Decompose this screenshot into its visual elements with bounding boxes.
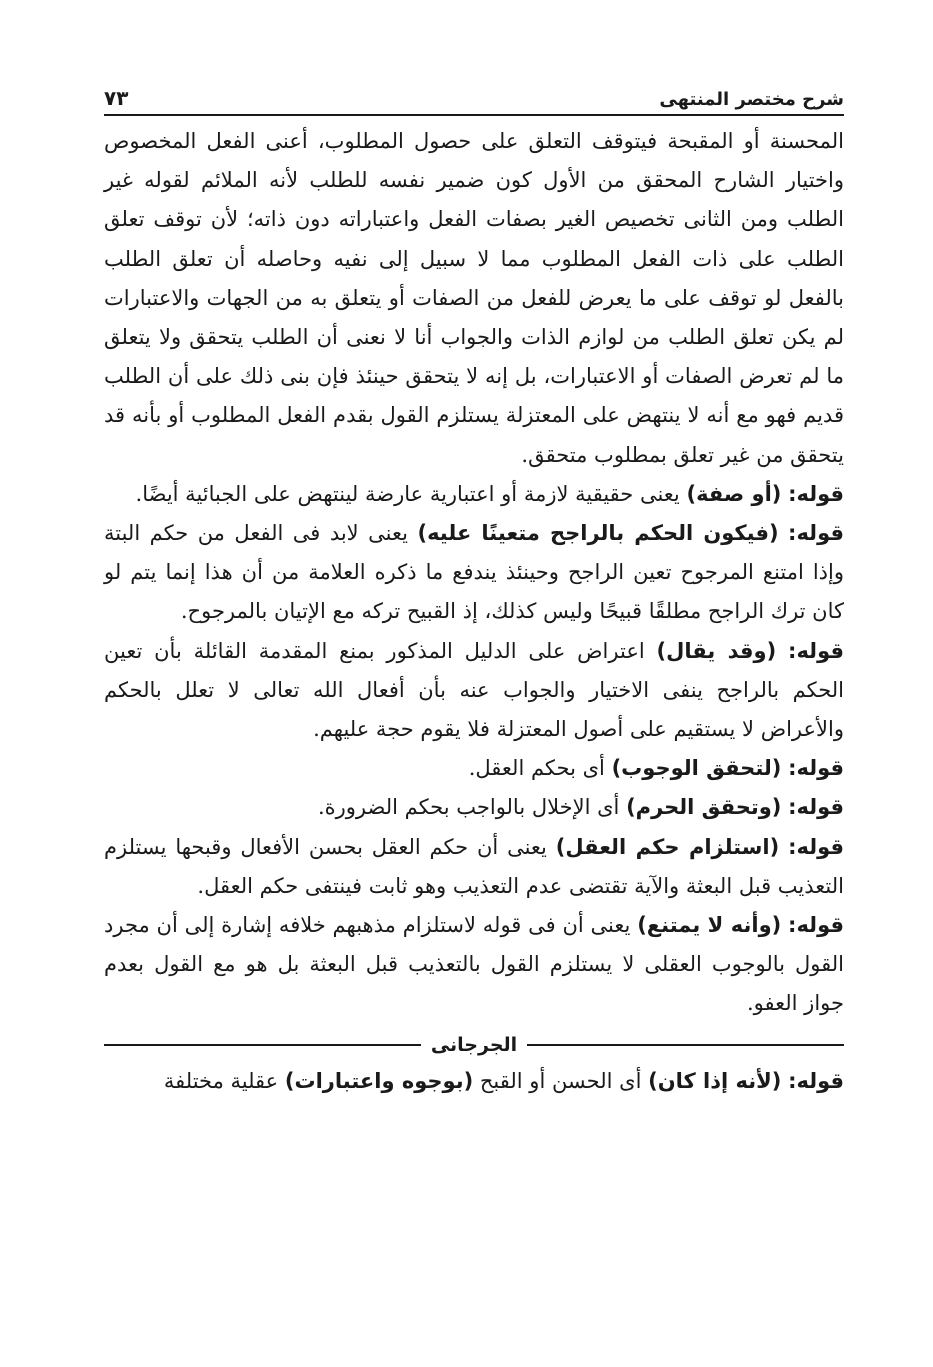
qawluhu-label: قوله: [788, 756, 844, 781]
page-number: ٧٣ [104, 86, 129, 110]
quoted-phrase: (فيكون الحكم بالراجح متعينًا عليه) [417, 521, 779, 546]
qawluhu-label: قوله: [788, 834, 844, 859]
footer-text-2: عقلية مختلفة [163, 1068, 279, 1093]
quoted-phrase: (لأنه إذا كان) [648, 1068, 782, 1093]
paragraph-4-text: اعتراض على الدليل المذكور بمنع المقدمة القائلة بأن تعين الحكم بالراجح ينفى الاختيار والجواب عنه بأن أفعال الله تعالى لا تعلل بالحكم والأعراض لا يستقيم على أصول المعتزلة فلا يقوم حجة عليهم. [104, 638, 844, 742]
paragraph-4 [104, 632, 844, 750]
quoted-phrase: (لتحقق الوجوب) [611, 756, 782, 781]
section-divider [104, 1034, 844, 1056]
paragraph-5-text: أى بحكم العقل. [468, 756, 605, 781]
paragraph-8 [104, 906, 844, 1024]
qawluhu-label: قوله: [788, 1068, 844, 1093]
running-title: شرح مختصر المنتهى [659, 89, 844, 110]
qawluhu-label: قوله: [788, 638, 844, 663]
footer-text-1: أى الحسن أو القبح [479, 1068, 642, 1093]
paragraph-7 [104, 828, 844, 906]
paragraph-7-text: يعنى أن حكم العقل بحسن الأفعال وقبحها يستلزم التعذيب قبل البعثة والآية تقتضى عدم التعذيب وهو ثابت فينتفى حكم العقل. [104, 834, 844, 898]
paragraph-2 [104, 475, 844, 514]
quoted-phrase: (وتحقق الحرم) [626, 795, 782, 820]
paragraph-8-text: يعنى أن فى قوله لاستلزام مذهبهم خلافه إشارة إلى أن مجرد القول بالوجوب العقلى لا يستلزم القول بالتعذيب قبل البعثة بل هو مع القول بعدم جواز العفو. [104, 913, 844, 1016]
divider-rule-left [104, 1044, 421, 1046]
qawluhu-label: قوله: [788, 481, 844, 506]
qawluhu-label: قوله: [788, 913, 844, 938]
quoted-phrase: (أو صفة) [686, 481, 782, 506]
divider-label: الجرجانى [430, 1033, 518, 1056]
quoted-phrase: (استلزام حكم العقل) [555, 834, 780, 859]
commentary-body [104, 122, 844, 1024]
page [104, 70, 844, 1101]
paragraph-1-text: المحسنة أو المقبحة فيتوقف التعلق على حصول المطلوب، أعنى الفعل المخصوص واختيار الشارح المحقق من الأول كون ضمير نفسه للطلب لأنه الملائم لقوله غير الطلب ومن الثانى تخصيص الغير بصفات الفعل واعتباراته دون ذاته؛ لأن توقف تعلق الطلب على ذات الفعل المطلوب مما لا سبيل إلى نفيه وحاصله أن تعلق الطلب بالفعل لو توقف على ما يعرض للفعل من الصفات أو يتعلق به من الجهات والاعتبارات لم يكن تعلق الطلب من لوازم الذات والجواب أنا لا نعنى أن الطلب يتحقق ولا يتعلق ما لم تعرض الصفات أو الاعتبارات، بل إنه لا يتحقق حينئذ فإن بنى ذلك على أن الطلب قديم فهو مع أنه لا ينتهض على المعتزلة يستلزم القول بقدم الفعل المطلوب أو بأنه قد يتحقق من غير تعلق بمطلوب متحقق. [104, 129, 844, 467]
quoted-phrase: (وقد يقال) [656, 638, 777, 663]
paragraph-1 [104, 122, 844, 475]
paragraph-5 [104, 749, 844, 788]
qawluhu-label: قوله: [788, 795, 844, 820]
paragraph-6-text: أى الإخلال بالواجب بحكم الضرورة. [317, 795, 620, 820]
page-header [104, 70, 844, 116]
divider-rule-right [527, 1044, 844, 1046]
qawluhu-label: قوله: [788, 521, 844, 546]
quoted-phrase: (بوجوه واعتبارات) [284, 1068, 474, 1093]
paragraph-3-text: يعنى لابد فى الفعل من حكم البتة وإذا امتنع المرجوح تعين الراجح وحينئذ يندفع ما ذكره العلامة من أن هذا إنما يتم لو كان ترك الراجح مطلقًا قبيحًا وليس كذلك، إذ القبيح تركه مع الإتيان بالمرجوح. [104, 521, 844, 624]
paragraph-2-text: يعنى حقيقية لازمة أو اعتبارية عارضة لينتهض على الجبائية أيضًا. [135, 481, 680, 506]
paragraph-6 [104, 788, 844, 827]
quoted-phrase: (وأنه لا يمتنع) [637, 913, 782, 938]
footer-paragraph [104, 1062, 844, 1101]
paragraph-3 [104, 514, 844, 632]
